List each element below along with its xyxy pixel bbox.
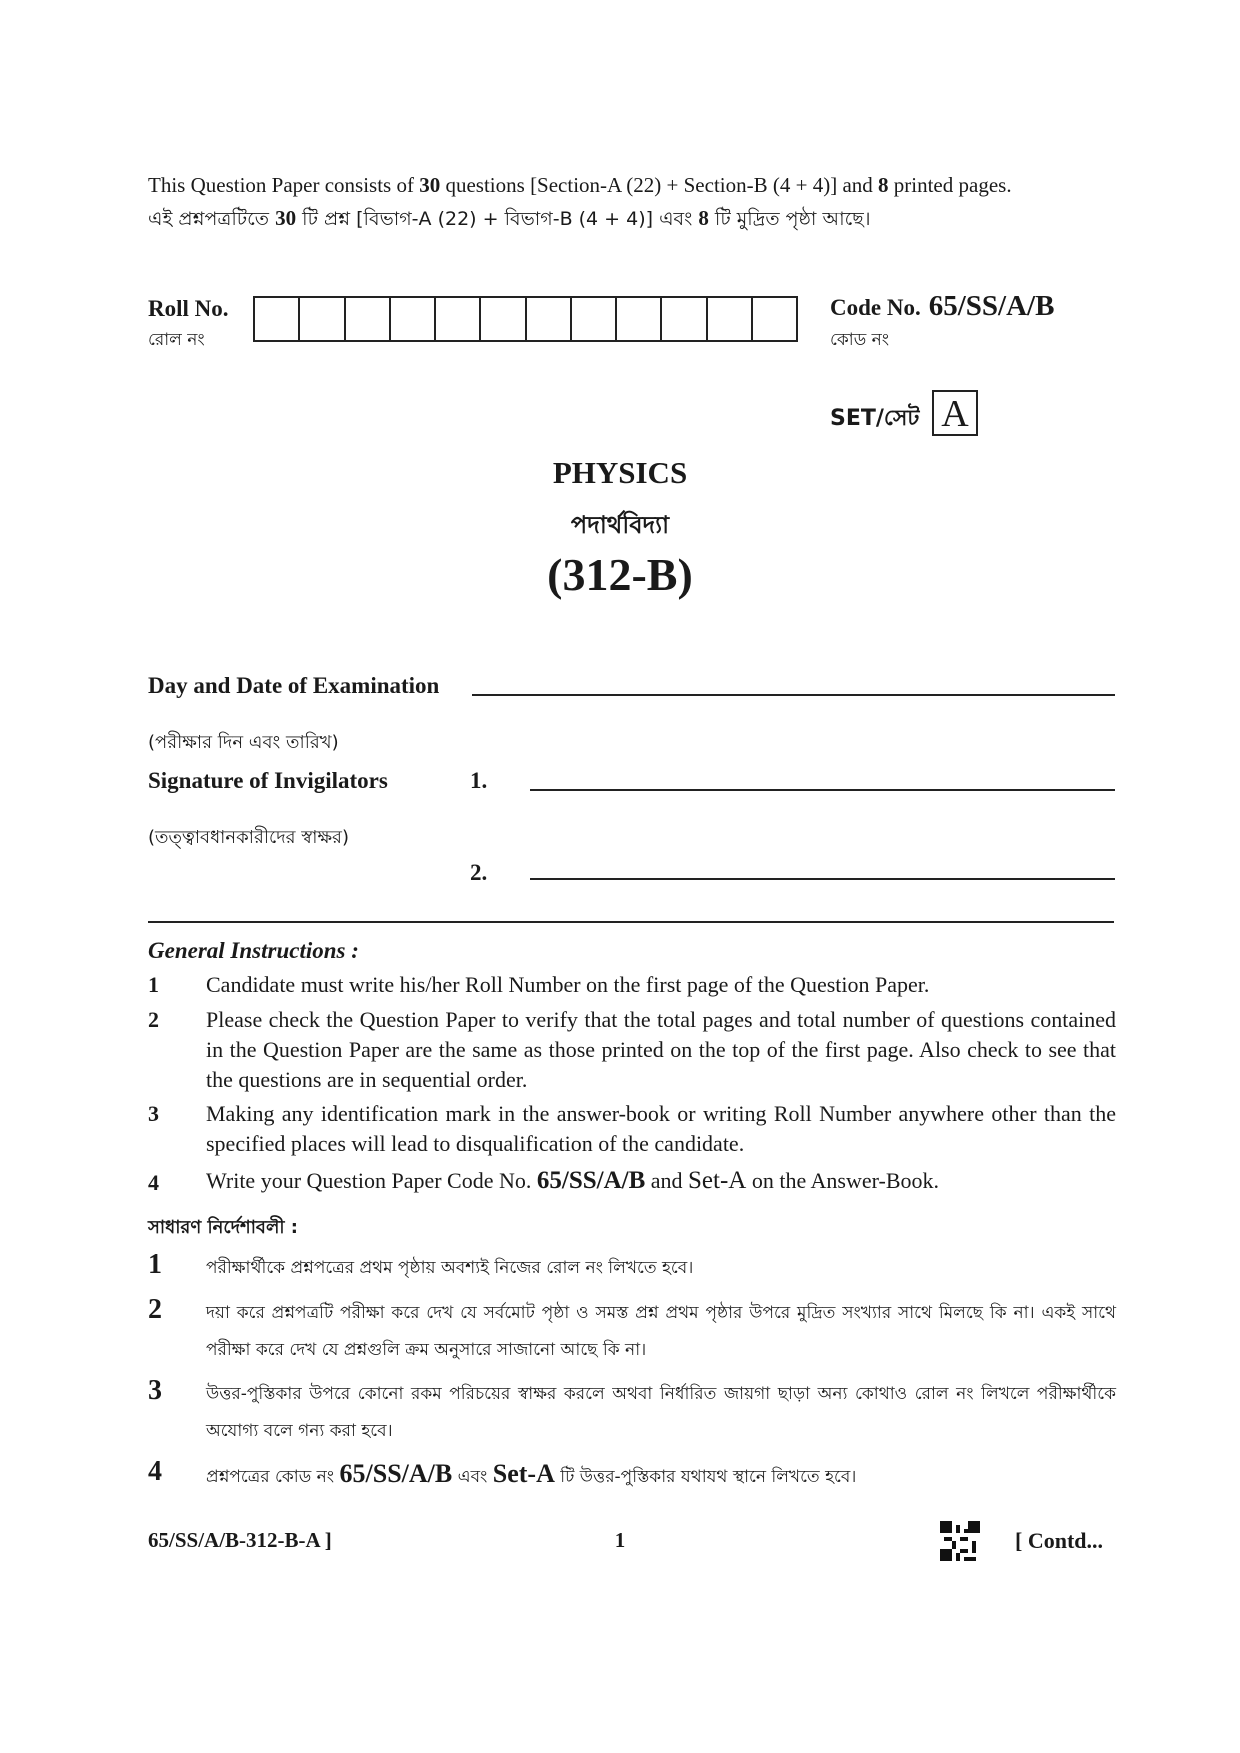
invigilator-2-number: 2. (470, 860, 488, 885)
roll-digit-box[interactable] (255, 298, 300, 340)
section-divider (148, 921, 1114, 923)
roll-label-bengali: রোল নং (148, 330, 205, 350)
page-number: 1 (614, 1528, 626, 1552)
roll-digit-box[interactable] (527, 298, 572, 340)
instruction-number: 4 (148, 1170, 159, 1195)
code-value: 65/SS/A/B (928, 290, 1055, 322)
roll-digit-box[interactable] (300, 298, 345, 340)
footer-paper-code: 65/SS/A/B-312-B-A ] (148, 1528, 332, 1552)
roll-digit-box[interactable] (708, 298, 753, 340)
roll-label: Roll No. (148, 296, 229, 321)
code-label: Code No. (830, 295, 921, 320)
roll-digit-box[interactable] (662, 298, 707, 340)
set-label: SET/সেট (830, 406, 920, 431)
invigilator-1-number: 1. (470, 768, 488, 793)
intro-bengali: এই প্রশ্নপত্রটিতে 30 টি প্রশ্ন [বিভাগ-A (22) + বিভাগ-B (4 + 4)] এবং 8 টি মুদ্রিত পৃষ্ঠা আছে। (148, 206, 871, 230)
instruction-text: Please check the Question Paper to verify that the total pages and total number of questions contained in the Question Paper are the same as those printed on the top of the first page. Also check to see that the questions are in sequential order. (206, 1007, 1116, 1092)
invigilator-2-line[interactable] (530, 878, 1115, 880)
instruction-number: 3 (148, 1101, 159, 1126)
instructions-heading: General Instructions : (148, 938, 359, 963)
invigilator-1-line[interactable] (530, 789, 1115, 791)
instruction-text: Candidate must write his/her Roll Number on the first page of the Question Paper. (206, 972, 930, 997)
invigilators-label: Signature of Invigilators (148, 768, 388, 793)
roll-digit-box[interactable] (481, 298, 526, 340)
qr-code-icon (940, 1521, 980, 1561)
instruction-text-bengali: উত্তর-পুস্তিকার উপরে কোনো রকম পরিচয়ের স্বাক্ষর করলে অথবা নির্ধারিত জায়গা ছাড়া অন্য কোথাও রোল নং লিখলে পরীক্ষার্থীকে অযোগ্য বলে গন্য করা হবে। (206, 1384, 1116, 1441)
day-date-line[interactable] (472, 694, 1115, 696)
roll-digit-box[interactable] (572, 298, 617, 340)
code-number (830, 290, 1054, 323)
instruction-text: Write your Question Paper Code No. 65/SS/A/B and Set-A on the Answer-Book. (206, 1167, 940, 1194)
instructions-heading-bengali: সাধারণ নির্দেশাবলী : (148, 1217, 298, 1238)
code-label-bengali: কোড নং (830, 330, 890, 350)
roll-number-boxes[interactable] (253, 296, 798, 342)
subject-code: (312-B) (547, 549, 693, 600)
intro-english: This Question Paper consists of 30 questions [Section-A (22) + Section-B (4 + 4)] and 8 printed pages. (148, 173, 1012, 197)
instruction-number: 1 (148, 972, 159, 997)
roll-digit-box[interactable] (753, 298, 796, 340)
roll-digit-box[interactable] (346, 298, 391, 340)
instruction-text-bengali: দয়া করে প্রশ্নপত্রটি পরীক্ষা করে দেখ যে সর্বমোট পৃষ্ঠা ও সমস্ত প্রশ্ন প্রথম পৃষ্ঠার উপরে মুদ্রিত সংখ্যার সাথে মিলছে কি না। একই সাথে পরীক্ষা করে দেখ যে প্রশ্নগুলি ক্রম অনুসারে সাজানো আছে কি না। (206, 1303, 1116, 1360)
day-date-label-bengali: (পরীক্ষার দিন এবং তারিখ) (148, 732, 339, 753)
roll-digit-box[interactable] (436, 298, 481, 340)
instruction-number-bengali: 2 (148, 1294, 162, 1325)
instruction-number-bengali: 3 (148, 1375, 162, 1406)
continued-label: [ Contd... (1015, 1528, 1104, 1553)
set-value-box: A (932, 390, 978, 436)
roll-digit-box[interactable] (617, 298, 662, 340)
instruction-text-bengali: প্রশ্নপত্রের কোড নং 65/SS/A/B এবং Set-A টি উত্তর-পুস্তিকার যথাযথ স্থানে লিখতে হবে। (206, 1459, 857, 1488)
invigilators-label-bengali: (তত্ত্বাবধানকারীদের স্বাক্ষর) (148, 827, 349, 848)
subject-title-bengali: পদার্থবিদ্যা (570, 511, 670, 539)
instruction-number-bengali: 1 (148, 1249, 162, 1280)
instruction-number-bengali: 4 (148, 1456, 162, 1487)
roll-digit-box[interactable] (391, 298, 436, 340)
instruction-text-bengali: পরীক্ষার্থীকে প্রশ্নপত্রের প্রথম পৃষ্ঠায় অবশ্যই নিজের রোল নং লিখতে হবে। (206, 1258, 694, 1278)
day-date-label: Day and Date of Examination (148, 673, 440, 698)
instruction-number: 2 (148, 1007, 159, 1032)
subject-title: PHYSICS (552, 455, 688, 490)
instruction-text: Making any identification mark in the answer-book or writing Roll Number anywhere other than the specified places will lead to disqualification of the candidate. (206, 1101, 1116, 1156)
